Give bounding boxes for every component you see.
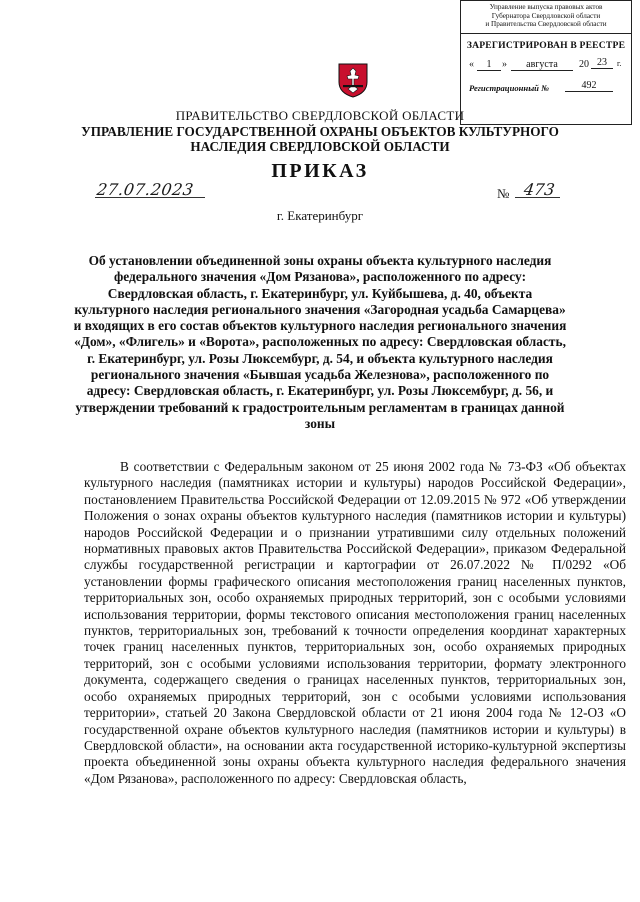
department-name: УПРАВЛЕНИЕ ГОСУДАРСТВЕННОЙ ОХРАНЫ ОБЪЕКТОВ КУЛЬТУРНОГО НАСЛЕДИЯ СВЕРДЛОВСКОЙ ОБЛАСТИ [81, 124, 559, 154]
stamp-year-suffix: 23 [591, 57, 613, 69]
stamp-month: августа [511, 59, 573, 71]
stamp-year-g: г. [617, 59, 622, 68]
document-type: ПРИКАЗ [271, 160, 369, 182]
stamp-year-prefix: 20 [579, 59, 589, 70]
document-date: 27.07.2023 [95, 180, 195, 199]
number-sign: № [497, 186, 510, 201]
document-number: 473 [522, 180, 556, 199]
stamp-header [461, 1, 631, 34]
stamp-reg-number [461, 80, 631, 99]
order-body [84, 459, 626, 787]
government-name: ПРАВИТЕЛЬСТВО СВЕРДЛОВСКОЙ ОБЛАСТИ [175, 108, 465, 123]
registration-stamp [460, 0, 632, 125]
stamp-registered-label: ЗАРЕГИСТРИРОВАН В РЕЕСТРЕ [466, 40, 626, 51]
stamp-date [461, 59, 631, 77]
stamp-header-line: Губернатора Свердловской области [491, 11, 601, 20]
order-title: Об установлении объединенной зоны охраны объекта культурного наследия федерального значения «Дом Рязанова», расположенного по адресу: Свердловская область, г. Екатеринбург, ул. Куйбышева, д. 40, объекта культурного наследия регионального значения «Загородная усадьба Самарцева» и входящих в его состав объектов культурного наследия регионального значения «Дом», «Флигель» и «Ворота», расположенных по адресу: Свердловская область, г. Екатеринбург, ул. Розы Люксембург, д. 54, и объекта культурного наследия регионального значения «Бывшая усадьба Железнова», расположенного по адресу: Свердловская область, г. Екатеринбург, ул. Розы Люксембург, д. 56, и утверждении требований к градостроительным регламентам в границах данной зоны [73, 253, 567, 431]
stamp-day: 1 [477, 59, 501, 71]
stamp-quote-close: » [502, 59, 507, 70]
stamp-header-line: и Правительства Свердловской области [485, 20, 607, 29]
stamp-header-line: Управление выпуска правовых актов [489, 3, 603, 11]
number-underline [515, 197, 560, 198]
stamp-quote-open: « [469, 59, 474, 70]
city: г. Екатеринбург [276, 208, 364, 223]
body-paragraph: В соответствии с Федеральным законом от 25 июня 2002 года № 73-ФЗ «Об объектах культурного наследия (памятниках истории и культуры) народов Российской Федерации», постановлением Правительства Российской Федерации от 12.09.2015 № 972 «Об утверждении Положения о зонах охраны объектов культурного наследия (памятников истории и культуры) народов Российской Федерации и о признании утратившими силу отдельных положений нормативных правовых актов Правительства Российской Федерации», приказом Федеральной службы государственной регистрации и картографии от 26.07.2022 № П/0292 «Об установлении формы графического описания местоположения границ населенных пунктов, территориальных зон, особо охраняемых природных территорий, зон с особыми условиями использования территории, формы текстового описания местоположения границ населенных пунктов, территориальных зон, требований к точности определения координат характерных точек границ населенных пунктов, территориальных зон, особо охраняемых природных территорий, зон с особыми условиями использования территории, формату электронного документа, содержащего сведения о границах населенных пунктов, территориальных зон, особо охраняемых природных территорий, зон с особыми условиями использования территории», статьей 20 Закона Свердловской области от 21 июня 2004 года № 12-ОЗ «О государственной охране объектов культурного наследия (памятников истории и культуры) в Свердловской области», на основании акта государственной историко-культурной экспертизы проекта объединенной зоны охраны объекта культурного наследия федерального значения «Дом Рязанова», расположенного по адресу: Свердловская область, [84, 459, 626, 786]
stamp-reg-label: Регистрационный № [469, 83, 549, 93]
date-underline [95, 197, 205, 198]
sverdlovsk-coat-of-arms-icon [337, 62, 369, 98]
stamp-reg-value: 492 [565, 80, 613, 92]
